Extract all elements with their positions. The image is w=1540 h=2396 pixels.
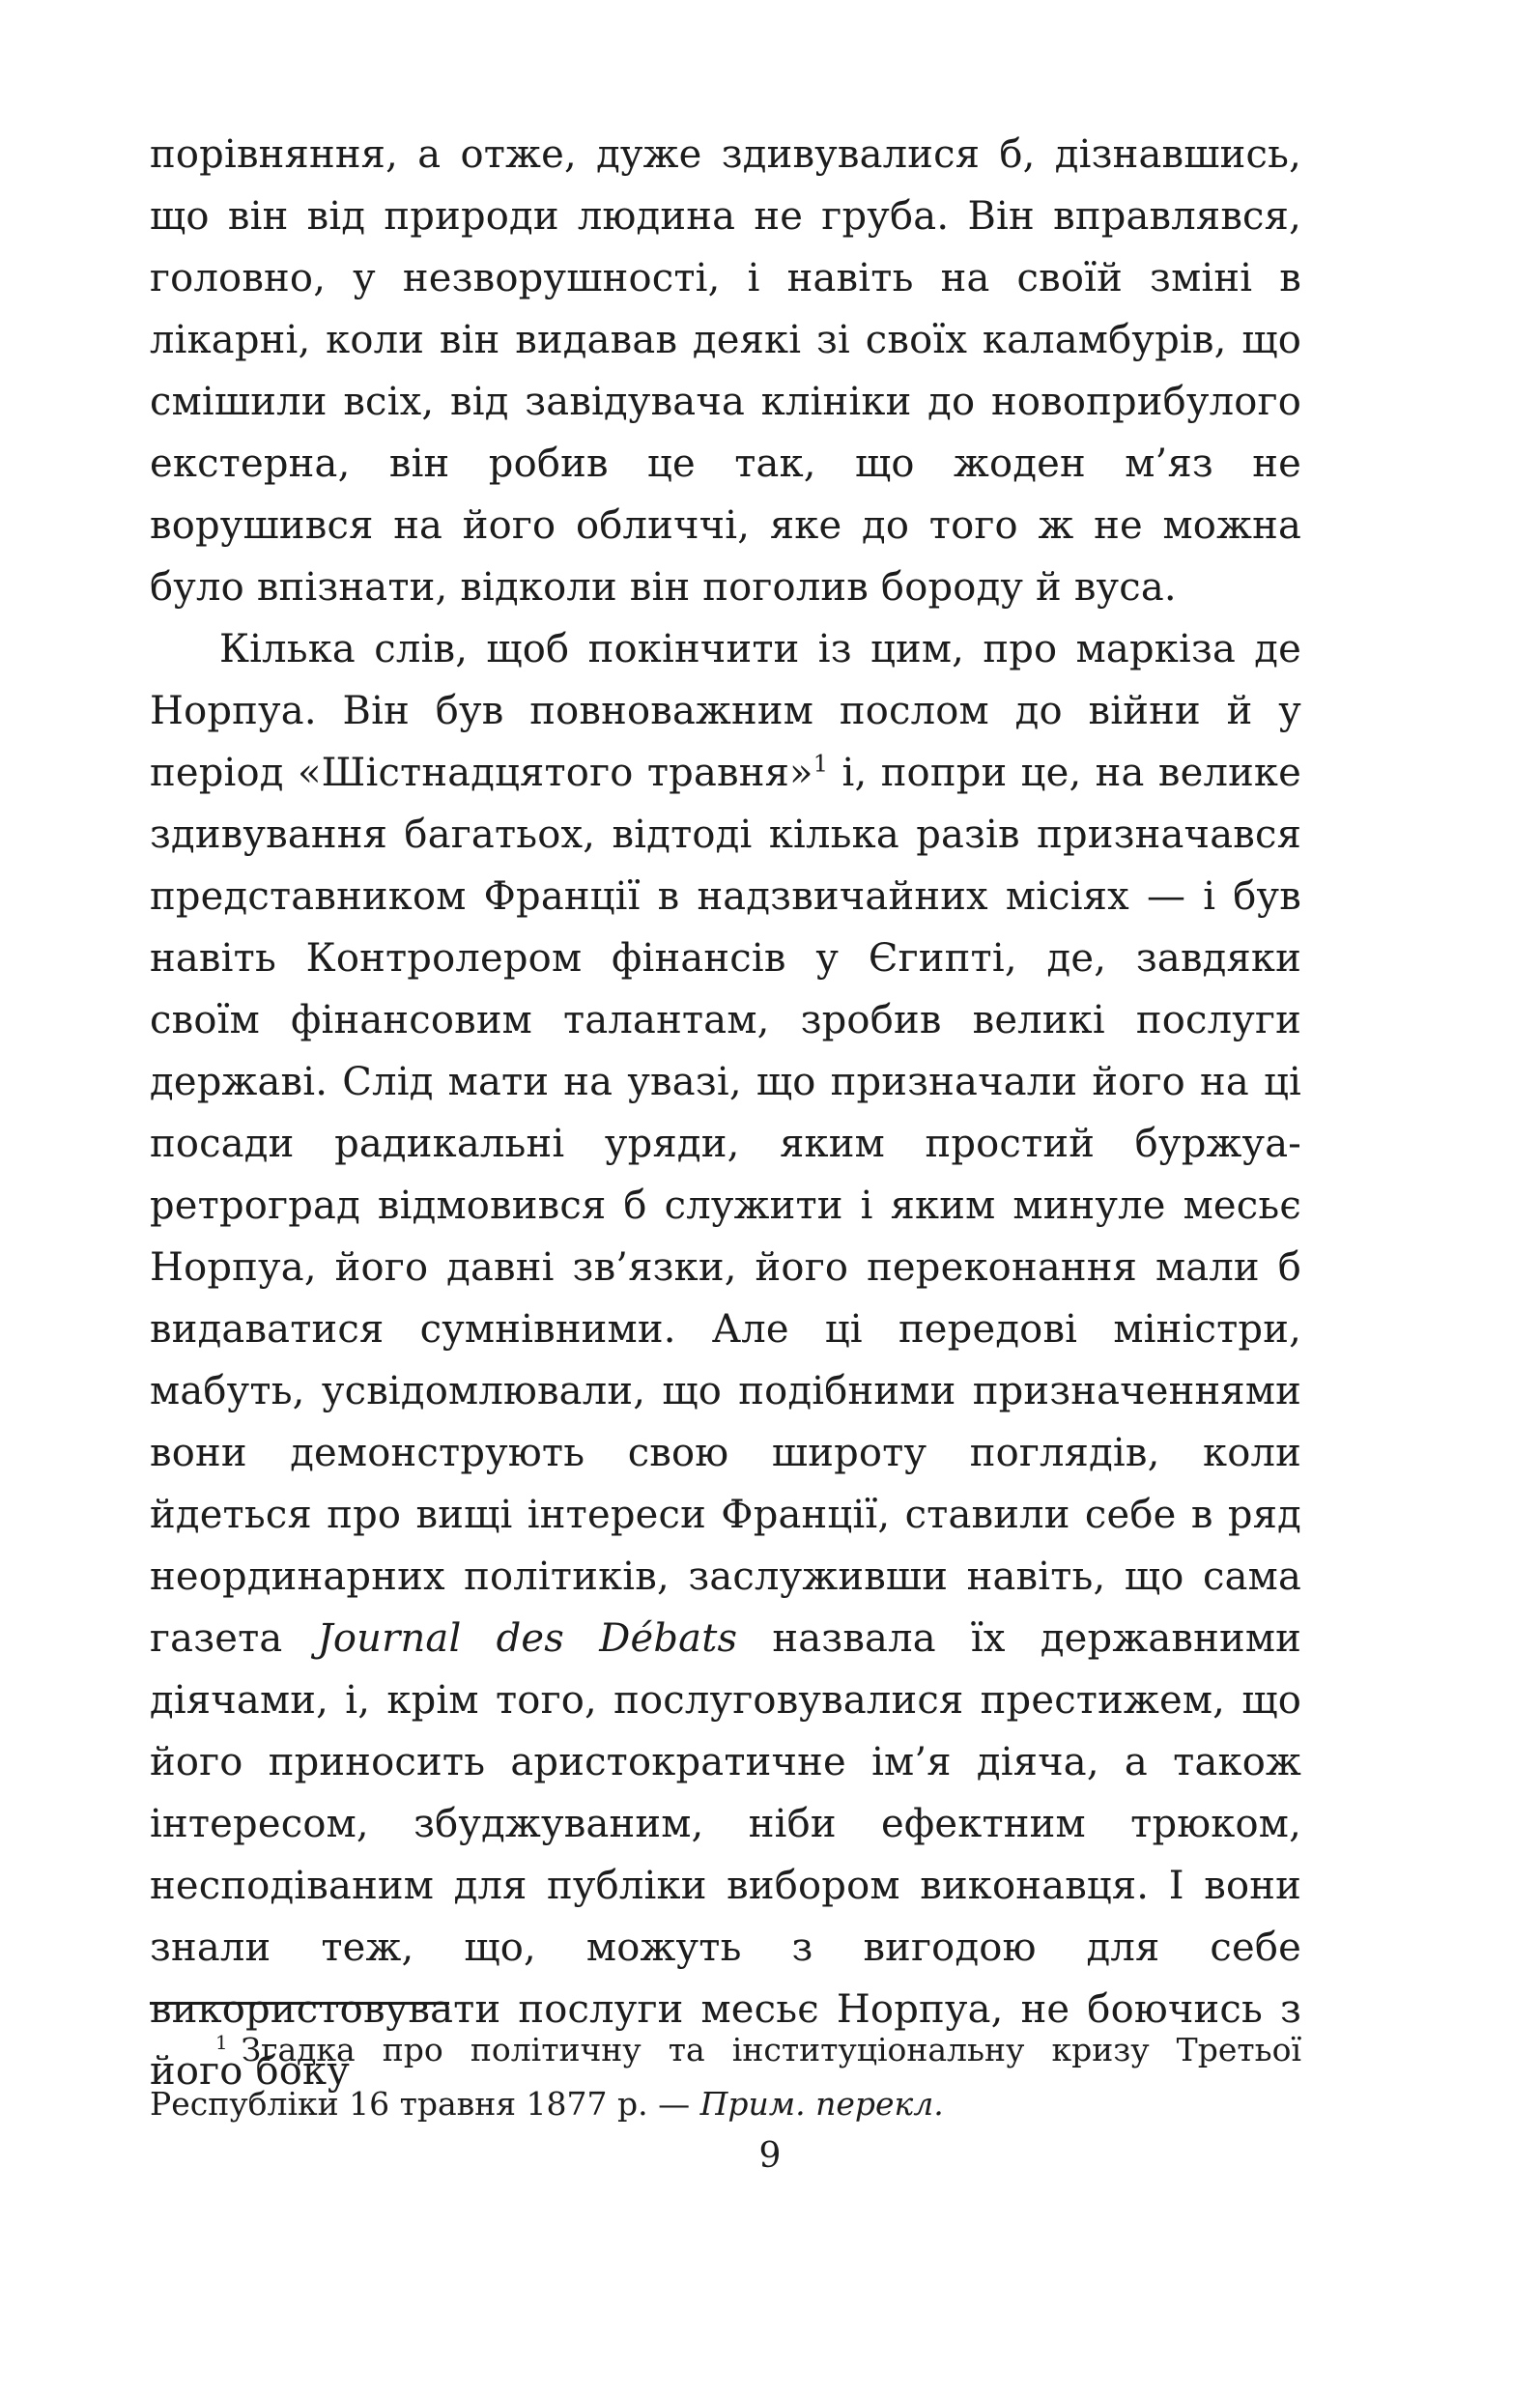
text-run: і, попри це, на велике здивування багатьох, відтоді кілька разів призначався представником Франції в надзвичайних місіях — і був навіть Контролером фінансів у Єгипті, де, завдяки своїм фінансовим талантам, зробив великі послуги державі. Слід мати на увазі, що призначали його на ці посади радикальні уряди, яким простий буржуа-ретроград відмовився б служити і яким минуле месьє Норпуа, його давні зв’язки, його переконання мали б видаватися сумнівними. Але ці передові міністри, мабуть, усвідомлювали, що подібними призначеннями вони демонструють свою широту поглядів, коли йдеться про вищі інтереси Франції, ставили себе в ряд неординарних політиків, заслуживши навіть, що сама газета [150, 751, 1301, 1661]
text-run: Прим. перекл. [699, 2085, 944, 2123]
footnote-marker: 1 [215, 2032, 228, 2054]
page-number: 9 [758, 2136, 782, 2176]
text-run: Згадка про політичну та інституціональну кризу Третьої Республіки 16 травня 1877 р. — [150, 2031, 1301, 2123]
text-run: порівняння, а отже, дуже здивувалися б, дізнавшись, що він від природи людина не груба. Він вправлявся, головно, у незворушності, і навіть на своїй зміні в лікарні, коли він видавав деякі зі своїх каламбурів, що смішили всіх, від завідувача клініки до новоприбулого екстерна, він робив це так, що жоден м’яз не ворушився на його обличчі, яке до того ж не можна було впізнати, відколи він поголив бороду й вуса. [150, 132, 1301, 610]
text-block [150, 124, 1301, 2102]
paragraph-norpois [150, 618, 1301, 2102]
paragraph-continuation [150, 124, 1301, 618]
text-run: назвала їх державними діячами, і, крім того, послуговувалися престижем, що його приносить аристократичне ім’я діяча, а також інтересом, збуджуваним, ніби ефектним трюком, несподіваним для публіки вибором виконавця. І вони знали теж, що, можуть з вигодою для себе використовувати послуги месьє Норпуа, не боючись з його боку [150, 1616, 1302, 2094]
text-run: Journal des Débats [317, 1616, 738, 1661]
footnote-divider [150, 2002, 449, 2005]
text-run: Кілька слів, щоб покінчити із цим, про маркіза де Норпуа. Він був повноважним послом до війни й у період «Шістнадцятого травня» [150, 627, 1301, 795]
footnote [150, 2023, 1301, 2131]
footnote-text [150, 2023, 1301, 2131]
text-run: 1 [813, 750, 829, 778]
